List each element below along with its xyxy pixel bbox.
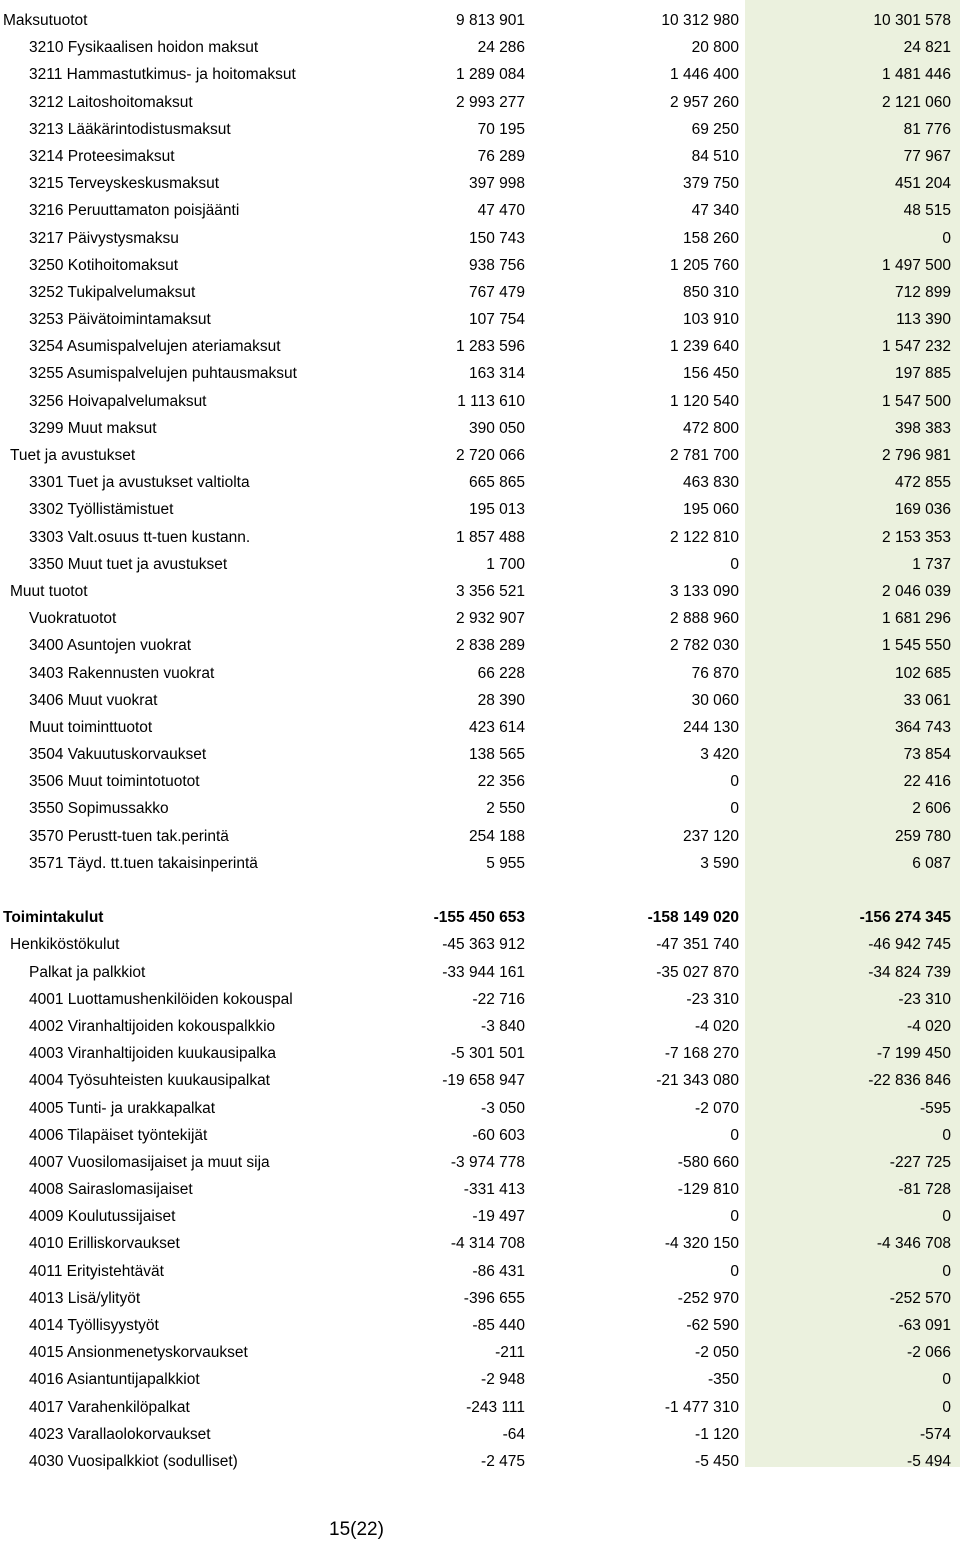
row-value-col1: -331 413: [463, 1181, 525, 1199]
table-row: [0, 116, 960, 143]
row-value-col3: 33 061: [903, 691, 951, 709]
row-value-col3: 22 416: [903, 773, 951, 791]
row-value-col1: 138 565: [468, 746, 525, 764]
row-label: 4001 Luottamushenkilöiden kokouspal: [29, 990, 293, 1008]
table-row: [0, 1339, 960, 1366]
table-row: [0, 1149, 960, 1176]
row-value-col3: 2 121 060: [882, 93, 951, 111]
row-value-col3: 77 967: [903, 147, 951, 165]
row-value-col1: -5 301 501: [450, 1045, 525, 1063]
row-value-col2: 0: [730, 1208, 739, 1226]
table-row: [0, 306, 960, 333]
row-value-col3: 1 547 500: [882, 392, 951, 410]
row-value-col2: -350: [707, 1371, 739, 1389]
table-row: [0, 823, 960, 850]
table-row: [0, 170, 960, 197]
row-value-col3: 0: [942, 1371, 951, 1389]
row-value-col1: 2 550: [486, 800, 525, 818]
row-value-col1: -396 655: [463, 1289, 525, 1307]
row-value-col1: -155 450 653: [433, 909, 525, 927]
row-label: 3215 Terveyskeskusmaksut: [29, 175, 220, 193]
row-value-col1: -19 658 947: [442, 1072, 525, 1090]
row-value-col1: 1 857 488: [456, 528, 525, 546]
table-row: [0, 415, 960, 442]
row-label: 3214 Proteesimaksut: [29, 147, 175, 165]
row-value-col3: 1 497 500: [882, 256, 951, 274]
row-value-col1: 1 700: [486, 555, 525, 573]
row-value-col1: 1 289 084: [456, 66, 525, 84]
row-value-col3: -23 310: [898, 990, 951, 1008]
row-label: 4009 Koulutussijaiset: [29, 1208, 176, 1226]
table-row: [0, 89, 960, 116]
row-label: 3217 Päivystysmaksu: [29, 229, 179, 247]
table-row: [0, 660, 960, 687]
row-value-col1: -3 840: [481, 1017, 525, 1035]
row-label: 4003 Viranhaltijoiden kuukausipalka: [29, 1045, 277, 1063]
row-value-col3: 24 821: [903, 39, 951, 57]
table-row: [0, 388, 960, 415]
table-row: [0, 687, 960, 714]
table-row: [0, 1394, 960, 1421]
row-label: 3252 Tukipalvelumaksut: [29, 283, 196, 301]
row-value-col3: -252 570: [889, 1289, 951, 1307]
row-label: 3570 Perustt-tuen tak.perintä: [29, 827, 229, 845]
row-value-col1: 665 865: [468, 474, 525, 492]
row-value-col2: 20 800: [691, 39, 739, 57]
row-value-col2: -4 320 150: [664, 1235, 739, 1253]
table-row: [0, 931, 960, 958]
row-value-col1: 2 838 289: [456, 637, 525, 655]
row-label: 4002 Viranhaltijoiden kokouspalkkio: [29, 1017, 276, 1035]
row-label: Muut tuotot: [10, 582, 88, 600]
table-row: [0, 959, 960, 986]
row-label: 4007 Vuosilomasijaiset ja muut sija: [29, 1153, 270, 1171]
row-value-col1: -243 111: [466, 1398, 525, 1416]
row-value-col3: 364 743: [894, 718, 951, 736]
row-value-col2: 0: [730, 1126, 739, 1144]
row-value-col1: 2 932 907: [456, 610, 525, 628]
row-value-col3: -595: [919, 1099, 951, 1117]
row-label: 3216 Peruuttamaton poisjäänti: [29, 202, 240, 220]
row-value-col2: -7 168 270: [664, 1045, 739, 1063]
row-value-col2: -47 351 740: [656, 936, 739, 954]
row-value-col1: -3 974 778: [450, 1153, 525, 1171]
row-value-col1: -60 603: [472, 1126, 525, 1144]
row-value-col1: -4 314 708: [450, 1235, 525, 1253]
table-row: [0, 1230, 960, 1257]
row-label: 3250 Kotihoitomaksut: [29, 256, 179, 274]
table-row: [0, 197, 960, 224]
row-value-col2: -129 810: [677, 1181, 739, 1199]
row-label: 4005 Tunti- ja urakkapalkat: [29, 1099, 216, 1117]
row-label: 4017 Varahenkilöpalkat: [29, 1398, 190, 1416]
row-label: 4014 Työllisyystyöt: [29, 1317, 159, 1334]
row-label: Muut toiminttuotot: [29, 718, 153, 736]
table-row: [0, 795, 960, 822]
table-row: [0, 1067, 960, 1094]
table-row: [0, 1013, 960, 1040]
row-value-col3: -34 824 739: [868, 963, 951, 981]
row-value-col1: -22 716: [472, 990, 525, 1008]
row-label: 3403 Rakennusten vuokrat: [29, 664, 215, 682]
row-value-col1: 70 195: [477, 120, 525, 138]
row-value-col2: -62 590: [686, 1317, 739, 1334]
row-value-col1: 2 993 277: [456, 93, 525, 111]
row-value-col1: 150 743: [468, 229, 525, 247]
row-value-col1: -211: [495, 1344, 525, 1362]
row-label: 4011 Erityistehtävät: [29, 1262, 164, 1280]
table-row: [0, 904, 960, 931]
row-value-col1: 76 289: [477, 147, 525, 165]
row-label: 4010 Erilliskorvaukset: [29, 1235, 180, 1253]
table-row: [0, 143, 960, 170]
row-value-col3: 102 685: [894, 664, 951, 682]
table-row: [0, 1421, 960, 1448]
row-value-col3: 0: [942, 1126, 951, 1144]
row-value-col3: 0: [942, 1398, 951, 1416]
row-value-col2: 0: [730, 555, 739, 573]
row-value-col3: -22 836 846: [868, 1072, 951, 1090]
table-row: [0, 1203, 960, 1230]
row-value-col2: 2 782 030: [670, 637, 739, 655]
row-value-col2: 0: [730, 1262, 739, 1280]
row-value-col1: -85 440: [472, 1317, 525, 1334]
row-value-col2: 3 420: [700, 746, 739, 764]
row-value-col1: 1 283 596: [456, 338, 525, 356]
spacer-row: [0, 877, 960, 904]
row-value-col2: 2 957 260: [670, 93, 739, 111]
row-value-col3: 1 481 446: [882, 66, 951, 84]
row-value-col2: 103 910: [682, 311, 739, 329]
row-label: 3303 Valt.osuus tt-tuen kustann.: [29, 528, 251, 546]
table-row: [0, 551, 960, 578]
row-value-col1: 767 479: [468, 283, 525, 301]
row-value-col3: 6 087: [912, 854, 951, 872]
row-label: 4013 Lisä/ylityöt: [29, 1289, 141, 1307]
row-value-col2: 2 888 960: [670, 610, 739, 628]
row-label: 3253 Päivätoimintamaksut: [29, 311, 211, 329]
row-label: Maksutuotot: [3, 12, 88, 29]
row-value-col3: 472 855: [894, 474, 951, 492]
row-value-col2: 463 830: [682, 474, 739, 492]
row-value-col1: 66 228: [477, 664, 525, 682]
row-value-col1: -3 050: [481, 1099, 525, 1117]
table-row: [0, 279, 960, 306]
row-value-col2: 47 340: [691, 202, 739, 220]
row-value-col3: 2 046 039: [882, 582, 951, 600]
row-value-col2: 2 781 700: [670, 447, 739, 464]
row-value-col3: 48 515: [903, 202, 951, 220]
row-value-col3: 0: [942, 229, 951, 247]
row-value-col2: 244 130: [682, 718, 739, 736]
row-value-col3: 169 036: [894, 501, 951, 519]
budget-table: [0, 7, 960, 1475]
row-value-col2: 3 590: [700, 854, 739, 872]
row-value-col2: 1 239 640: [670, 338, 739, 356]
row-value-col2: 69 250: [691, 120, 739, 138]
row-value-col3: -2 066: [907, 1344, 951, 1362]
row-value-col1: 423 614: [468, 718, 525, 736]
table-row: [0, 1040, 960, 1067]
table-row: [0, 578, 960, 605]
row-value-col2: -1 477 310: [664, 1398, 739, 1416]
table-row: [0, 496, 960, 523]
row-value-col3: -63 091: [898, 1317, 951, 1334]
row-label: 3254 Asumispalvelujen ateriamaksut: [29, 338, 281, 356]
table-row: [0, 1366, 960, 1393]
row-value-col2: 1 120 540: [670, 392, 739, 410]
row-label: 3213 Lääkärintodistusmaksut: [29, 120, 231, 138]
table-row: [0, 61, 960, 88]
row-value-col3: 1 737: [912, 555, 951, 573]
row-value-col3: 10 301 578: [873, 12, 951, 29]
row-value-col1: 1 113 610: [457, 392, 525, 410]
row-value-col1: 397 998: [468, 175, 525, 193]
table-row: [0, 252, 960, 279]
row-label: 3210 Fysikaalisen hoidon maksut: [29, 39, 259, 57]
row-value-col3: 712 899: [894, 283, 951, 301]
row-value-col1: 390 050: [468, 419, 525, 437]
row-value-col1: 22 356: [477, 773, 525, 791]
row-value-col2: 76 870: [691, 664, 739, 682]
row-label: 3350 Muut tuet ja avustukset: [29, 555, 228, 573]
row-label: 3406 Muut vuokrat: [29, 691, 158, 709]
row-value-col3: -156 274 345: [859, 909, 951, 927]
row-value-col1: 254 188: [468, 827, 525, 845]
table-row: [0, 741, 960, 768]
table-row: [0, 7, 960, 34]
row-value-col2: 472 800: [682, 419, 739, 437]
row-label: 3301 Tuet ja avustukset valtiolta: [29, 474, 250, 492]
row-value-col3: -574: [919, 1425, 951, 1443]
table-row: [0, 768, 960, 795]
row-value-col1: 47 470: [477, 202, 525, 220]
row-value-col3: 2 153 353: [882, 528, 951, 546]
row-label: 4008 Sairaslomasijaiset: [29, 1181, 193, 1199]
row-value-col3: -4 346 708: [876, 1235, 951, 1253]
table-row: [0, 333, 960, 360]
row-value-col3: 398 383: [894, 419, 951, 437]
table-row: [0, 1176, 960, 1203]
table-row: [0, 442, 960, 469]
row-value-col2: -23 310: [686, 990, 739, 1008]
row-label: 3571 Täyd. tt.tuen takaisinperintä: [29, 854, 258, 872]
row-value-col1: 2 720 066: [456, 447, 525, 464]
row-value-col1: 5 955: [486, 854, 525, 872]
row-value-col1: -45 363 912: [442, 936, 525, 954]
row-value-col2: -35 027 870: [656, 963, 739, 981]
row-value-col1: 107 754: [468, 311, 525, 329]
row-value-col3: 1 545 550: [882, 637, 951, 655]
row-value-col3: -46 942 745: [868, 936, 951, 954]
row-label: 4023 Varallaolokorvaukset: [29, 1425, 211, 1443]
row-label: Tuet ja avustukset: [10, 447, 136, 464]
row-value-col2: 10 312 980: [661, 12, 739, 29]
row-value-col2: -4 020: [695, 1017, 739, 1035]
table-row: [0, 1122, 960, 1149]
row-value-col1: 28 390: [477, 691, 525, 709]
row-value-col2: 195 060: [682, 501, 739, 519]
row-label: 3302 Työllistämistuet: [29, 501, 174, 519]
page-number: 15(22): [329, 1519, 384, 1540]
row-value-col3: 451 204: [894, 175, 951, 193]
table-row: [0, 1258, 960, 1285]
table-row: [0, 632, 960, 659]
row-value-col3: 2 796 981: [882, 447, 951, 464]
row-value-col3: -7 199 450: [876, 1045, 951, 1063]
row-value-col2: -21 343 080: [656, 1072, 739, 1090]
table-row: [0, 1095, 960, 1122]
row-value-col1: -2 475: [481, 1452, 525, 1470]
row-value-col3: -227 725: [889, 1153, 951, 1171]
row-value-col2: -1 120: [695, 1425, 739, 1443]
table-row: [0, 1285, 960, 1312]
row-value-col2: -158 149 020: [647, 909, 739, 927]
row-value-col2: 3 133 090: [670, 582, 739, 600]
row-label: 3504 Vakuutuskorvaukset: [29, 746, 207, 764]
row-value-col1: -33 944 161: [442, 963, 525, 981]
row-value-col1: 938 756: [468, 256, 525, 274]
row-value-col3: 81 776: [903, 120, 951, 138]
row-value-col3: 1 547 232: [882, 338, 951, 356]
row-value-col2: 156 450: [682, 365, 739, 383]
row-label: 4030 Vuosipalkkiot (sodulliset): [29, 1452, 238, 1470]
table-row: [0, 714, 960, 741]
row-label: 4006 Tilapäiset työntekijät: [29, 1126, 208, 1144]
row-value-col1: 9 813 901: [456, 12, 525, 29]
row-label: 3506 Muut toimintotuotot: [29, 773, 200, 791]
row-label: Toimintakulut: [3, 909, 104, 927]
row-value-col2: -2 070: [695, 1099, 739, 1117]
row-value-col3: -4 020: [907, 1017, 951, 1035]
row-value-col3: 1 681 296: [882, 610, 951, 628]
row-value-col2: 237 120: [682, 827, 739, 845]
table-row: [0, 524, 960, 551]
row-value-col2: 0: [730, 800, 739, 818]
row-value-col3: 0: [942, 1262, 951, 1280]
row-value-col1: -2 948: [481, 1371, 525, 1389]
table-row: [0, 34, 960, 61]
row-value-col1: 3 356 521: [456, 582, 525, 600]
row-value-col3: 259 780: [894, 827, 951, 845]
row-value-col2: -2 050: [695, 1344, 739, 1362]
table-row: [0, 1448, 960, 1475]
table-row: [0, 986, 960, 1013]
row-value-col2: -5 450: [695, 1452, 739, 1470]
row-label: 4015 Ansionmenetyskorvaukset: [29, 1344, 248, 1362]
table-row: [0, 850, 960, 877]
row-value-col1: -19 497: [472, 1208, 525, 1226]
row-label: 3212 Laitoshoitomaksut: [29, 93, 193, 111]
row-value-col1: 24 286: [477, 39, 525, 57]
row-label: 4004 Työsuhteisten kuukausipalkat: [29, 1072, 270, 1090]
row-value-col2: -580 660: [677, 1153, 739, 1171]
row-value-col2: 30 060: [691, 691, 739, 709]
row-label: Henkiköstökulut: [10, 936, 120, 954]
row-label: 3550 Sopimussakko: [29, 800, 169, 818]
table-row: [0, 469, 960, 496]
table-row: [0, 360, 960, 387]
row-value-col3: 113 390: [896, 311, 951, 329]
row-value-col2: -252 970: [677, 1289, 739, 1307]
row-value-col2: 1 205 760: [670, 256, 739, 274]
row-value-col2: 2 122 810: [670, 528, 739, 546]
row-label: 4016 Asiantuntijapalkkiot: [29, 1371, 200, 1389]
row-value-col1: 195 013: [468, 501, 525, 519]
row-value-col2: 850 310: [682, 283, 739, 301]
row-value-col2: 0: [730, 773, 739, 791]
row-value-col3: 2 606: [912, 800, 951, 818]
row-label: Palkat ja palkkiot: [29, 963, 146, 981]
row-value-col1: 163 314: [468, 365, 525, 383]
row-value-col3: 197 885: [894, 365, 951, 383]
table-row: [0, 605, 960, 632]
row-value-col2: 379 750: [682, 175, 739, 193]
row-label: 3400 Asuntojen vuokrat: [29, 637, 192, 655]
row-value-col3: -81 728: [898, 1181, 951, 1199]
row-value-col1: -64: [502, 1425, 525, 1443]
row-label: 3255 Asumispalvelujen puhtausmaksut: [29, 365, 297, 383]
row-value-col2: 84 510: [691, 147, 739, 165]
row-value-col2: 1 446 400: [670, 66, 739, 84]
row-value-col3: 0: [942, 1208, 951, 1226]
row-label: Vuokratuotot: [29, 610, 117, 628]
row-label: 3256 Hoivapalvelumaksut: [29, 392, 207, 410]
row-value-col1: -86 431: [472, 1262, 525, 1280]
table-row: [0, 1312, 960, 1339]
row-value-col2: 158 260: [682, 229, 739, 247]
row-label: 3299 Muut maksut: [29, 419, 157, 437]
row-value-col3: -5 494: [907, 1452, 951, 1470]
table-row: [0, 225, 960, 252]
row-value-col3: 73 854: [903, 746, 951, 764]
row-label: 3211 Hammastutkimus- ja hoitomaksut: [29, 66, 296, 84]
